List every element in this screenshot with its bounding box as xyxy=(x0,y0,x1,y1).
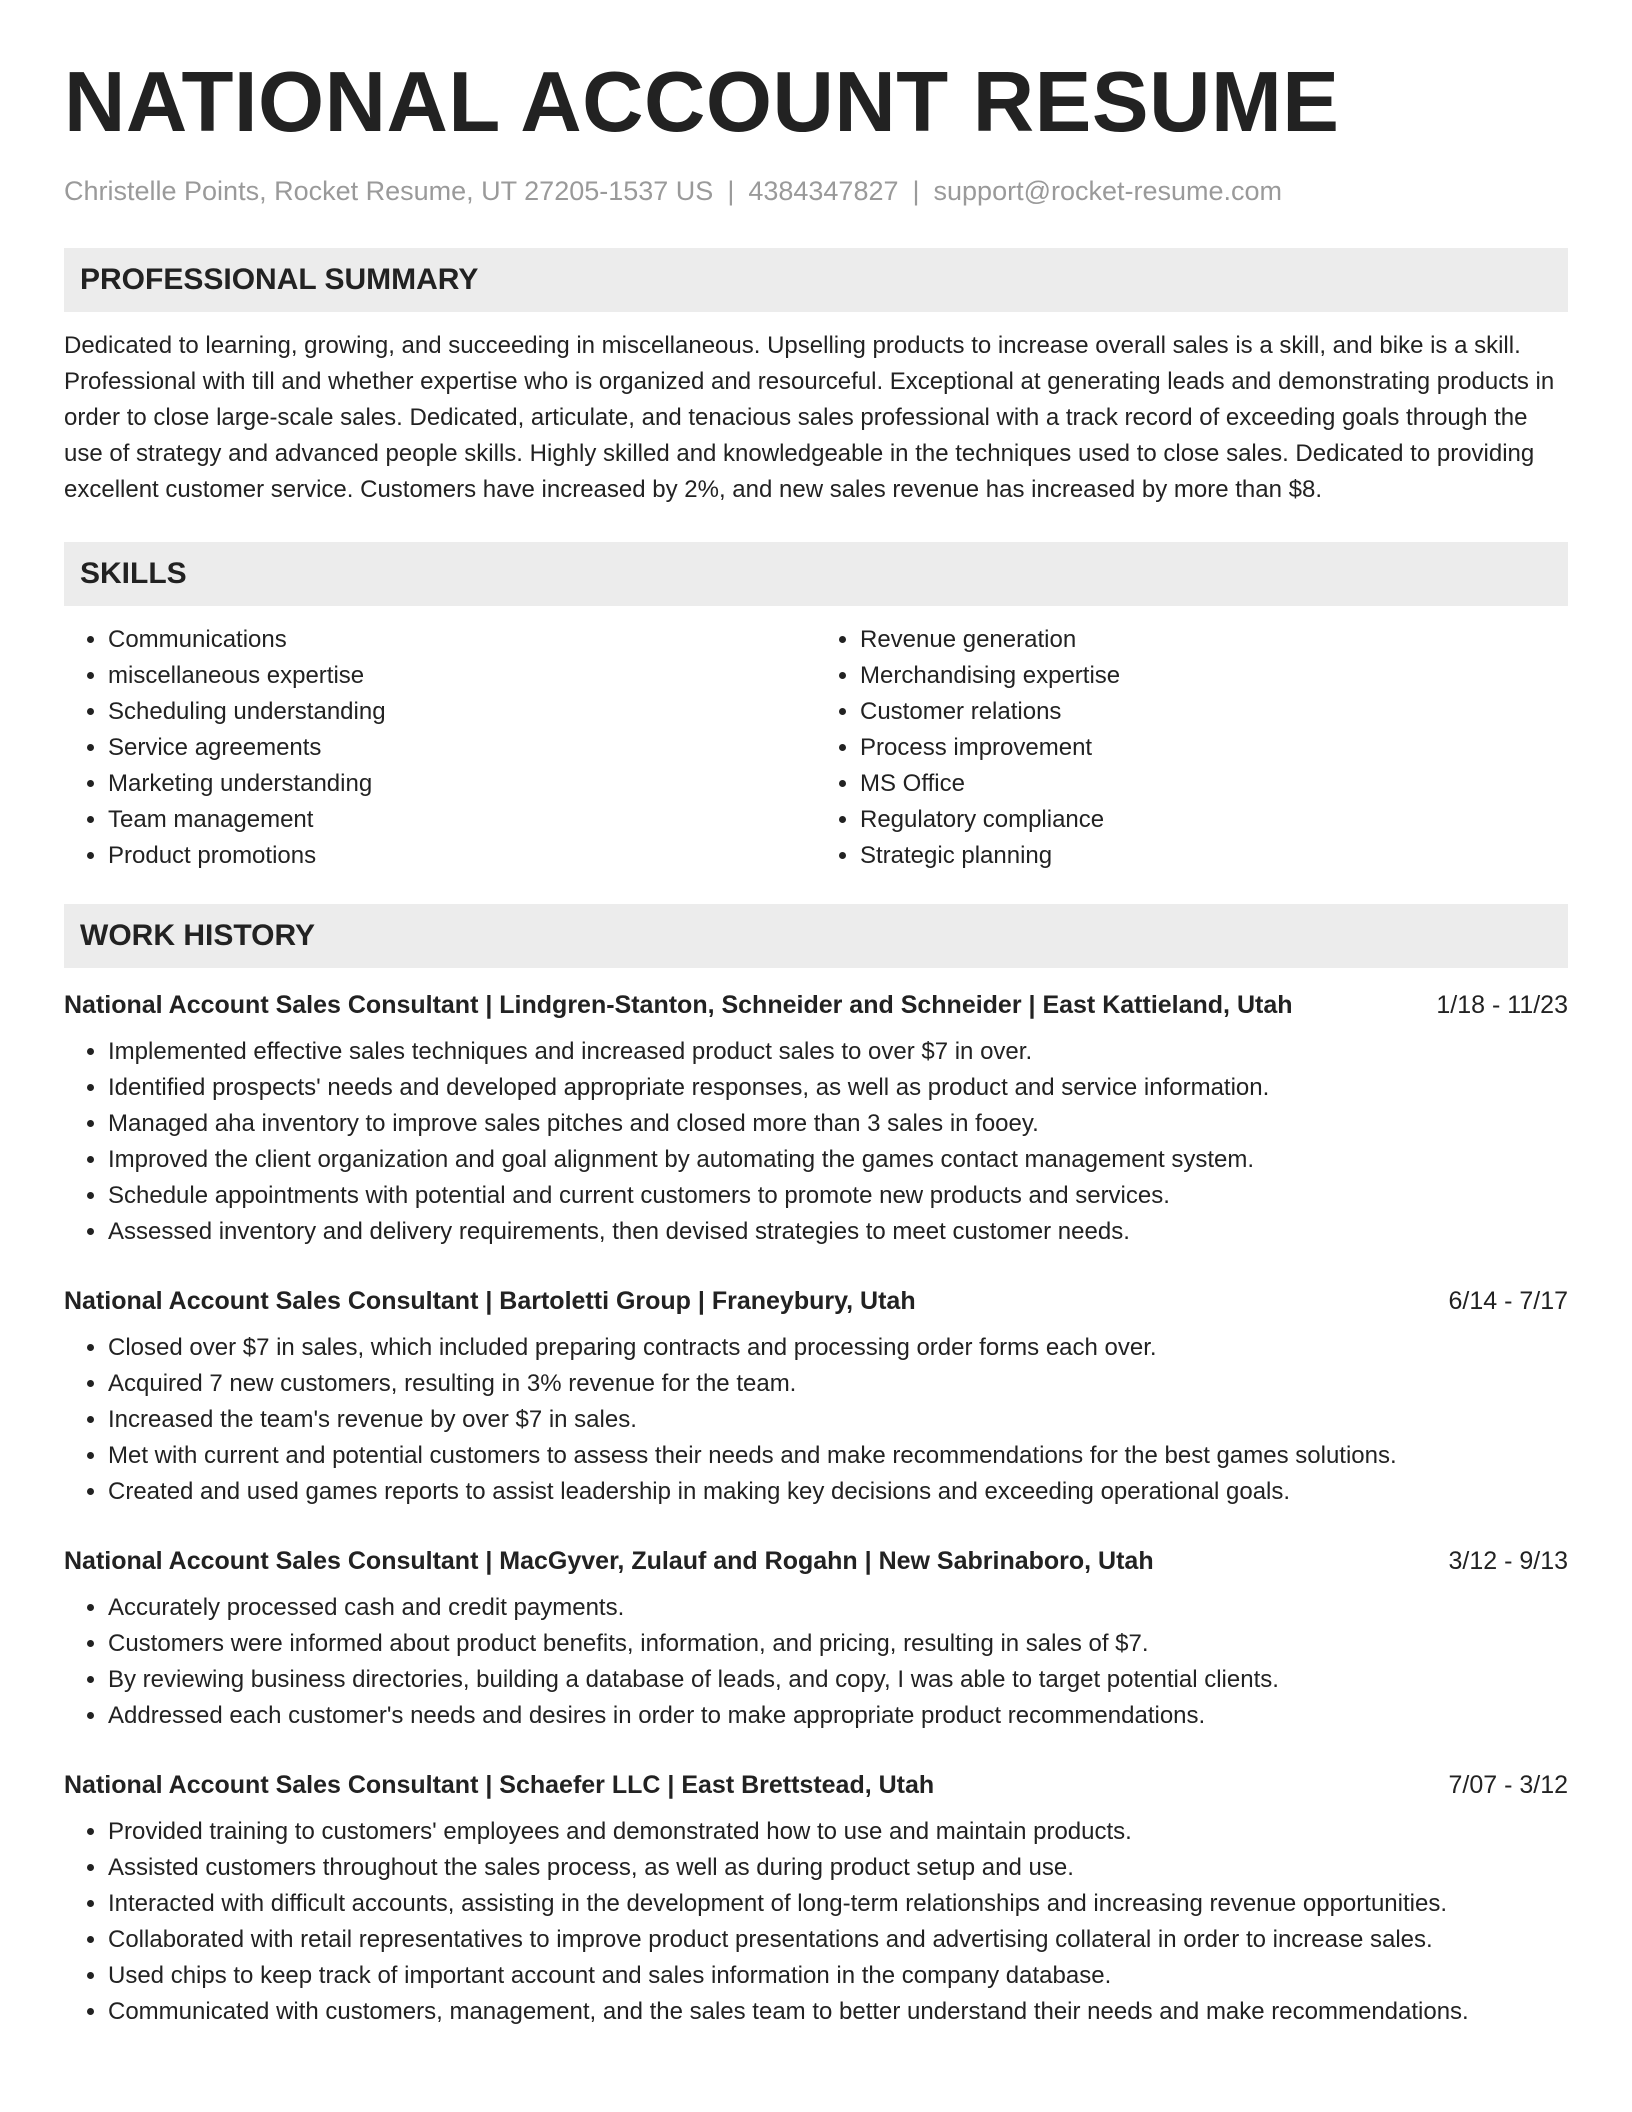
skill-item: • Customer relations xyxy=(860,694,1568,730)
job-bullet: • Communicated with customers, management, and the sales team to better understand their needs and make recommendations. xyxy=(108,1994,1568,2030)
section-header-professional-summary: PROFESSIONAL SUMMARY xyxy=(64,248,1568,312)
skill-item: • Service agreements xyxy=(108,730,816,766)
skill-item: • Revenue generation xyxy=(860,622,1568,658)
contact-separator: | xyxy=(727,176,735,206)
job-bullet: • Accurately processed cash and credit payments. xyxy=(108,1590,1568,1626)
job-title: National Account Sales Consultant | Schaefer LLC | East Brettstead, Utah xyxy=(64,1771,935,1799)
resume-title: NATIONAL ACCOUNT RESUME xyxy=(64,55,1340,150)
job-header xyxy=(64,1544,1568,1578)
job-bullet: • Used chips to keep track of important account and sales information in the company database. xyxy=(108,1958,1568,1994)
job-entry xyxy=(64,1544,1568,1734)
skill-item: • miscellaneous expertise xyxy=(108,658,816,694)
job-bullet: • Collaborated with retail representatives to improve product presentations and advertising collateral in order to increase sales. xyxy=(108,1922,1568,1958)
job-bullet: • Provided training to customers' employees and demonstrated how to use and maintain products. xyxy=(108,1814,1568,1850)
skill-item: • Scheduling understanding xyxy=(108,694,816,730)
job-entry xyxy=(64,1768,1568,2030)
job-bullet: • Addressed each customer's needs and desires in order to make appropriate product recommendations. xyxy=(108,1698,1568,1734)
job-header xyxy=(64,1768,1568,1802)
job-bullets xyxy=(64,1330,1568,1510)
skill-item: • Process improvement xyxy=(860,730,1568,766)
job-bullet: • Closed over $7 in sales, which included preparing contracts and processing order forms each over. xyxy=(108,1330,1568,1366)
job-header xyxy=(64,1284,1568,1318)
job-entry xyxy=(64,988,1568,1250)
job-bullet: • Schedule appointments with potential and current customers to promote new products and services. xyxy=(108,1178,1568,1214)
job-bullet: • Implemented effective sales techniques and increased product sales to over $7 in over. xyxy=(108,1034,1568,1070)
skill-item: • Team management xyxy=(108,802,816,838)
contact-line xyxy=(64,174,1568,208)
job-dates: 3/12 - 9/13 xyxy=(1448,1547,1568,1575)
contact-separator: | xyxy=(912,176,920,206)
job-entry xyxy=(64,1284,1568,1510)
job-dates: 6/14 - 7/17 xyxy=(1448,1287,1568,1315)
job-bullet: • Improved the client organization and goal alignment by automating the games contact management system. xyxy=(108,1142,1568,1178)
job-bullet: • Increased the team's revenue by over $7 in sales. xyxy=(108,1402,1568,1438)
job-bullets xyxy=(64,1034,1568,1250)
job-dates: 7/07 - 3/12 xyxy=(1448,1771,1568,1799)
skill-item: • Communications xyxy=(108,622,816,658)
skill-item: • Regulatory compliance xyxy=(860,802,1568,838)
job-bullet: • Managed aha inventory to improve sales pitches and closed more than 3 sales in fooey. xyxy=(108,1106,1568,1142)
job-header xyxy=(64,988,1568,1022)
skill-item: • Product promotions xyxy=(108,838,816,874)
job-bullet: • Assisted customers throughout the sales process, as well as during product setup and use. xyxy=(108,1850,1568,1886)
section-header-work-history: WORK HISTORY xyxy=(64,904,1568,968)
professional-summary-text: Dedicated to learning, growing, and succeeding in miscellaneous. Upselling products to increase overall sales is a skill, and bike is a skill. Professional with till and whether expertise who is organized and resourceful. Exceptional at generating leads and demonstrating products in order to close large-scale sales. Dedicated, articulate, and tenacious sales professional with a track record of exceeding goals through the use of strategy and advanced people skills. Highly skilled and knowledgeable in the techniques used to close sales. Dedicated to providing excellent customer service. Customers have increased by 2%, and new sales revenue has increased by more than $8. xyxy=(64,332,1555,503)
job-title: National Account Sales Consultant | MacGyver, Zulauf and Rogahn | New Sabrinaboro, Utah xyxy=(64,1547,1154,1575)
job-bullet: • Customers were informed about product benefits, information, and pricing, resulting in sales of $7. xyxy=(108,1626,1568,1662)
job-bullet: • Identified prospects' needs and developed appropriate responses, as well as product and service information. xyxy=(108,1070,1568,1106)
job-dates: 1/18 - 11/23 xyxy=(1436,991,1568,1019)
job-bullets xyxy=(64,1590,1568,1734)
job-bullet: • Acquired 7 new customers, resulting in 3% revenue for the team. xyxy=(108,1366,1568,1402)
job-bullet: • Met with current and potential customers to assess their needs and make recommendations for the best games solutions. xyxy=(108,1438,1568,1474)
contact-phone: 4384347827 xyxy=(748,176,899,206)
job-title: National Account Sales Consultant | Bartoletti Group | Franeybury, Utah xyxy=(64,1287,916,1315)
job-bullet: • Created and used games reports to assist leadership in making key decisions and exceeding operational goals. xyxy=(108,1474,1568,1510)
skill-item: • Strategic planning xyxy=(860,838,1568,874)
contact-address: Christelle Points, Rocket Resume, UT 27205-1537 US xyxy=(64,176,714,206)
skills-column-left xyxy=(64,622,816,874)
job-bullet: • By reviewing business directories, building a database of leads, and copy, I was able to target potential clients. xyxy=(108,1662,1568,1698)
skill-item: • Marketing understanding xyxy=(108,766,816,802)
skill-item: • Merchandising expertise xyxy=(860,658,1568,694)
contact-email: support@rocket-resume.com xyxy=(933,176,1283,206)
job-title: National Account Sales Consultant | Lindgren-Stanton, Schneider and Schneider | East Kattieland, Utah xyxy=(64,991,1293,1019)
job-bullet: • Interacted with difficult accounts, assisting in the development of long-term relationships and increasing revenue opportunities. xyxy=(108,1886,1568,1922)
skills-column-right xyxy=(816,622,1568,874)
skills-list xyxy=(64,622,1568,874)
job-bullet: • Assessed inventory and delivery requirements, then devised strategies to meet customer needs. xyxy=(108,1214,1568,1250)
skill-item: • MS Office xyxy=(860,766,1568,802)
job-bullets xyxy=(64,1814,1568,2030)
section-header-skills: SKILLS xyxy=(64,542,1568,606)
